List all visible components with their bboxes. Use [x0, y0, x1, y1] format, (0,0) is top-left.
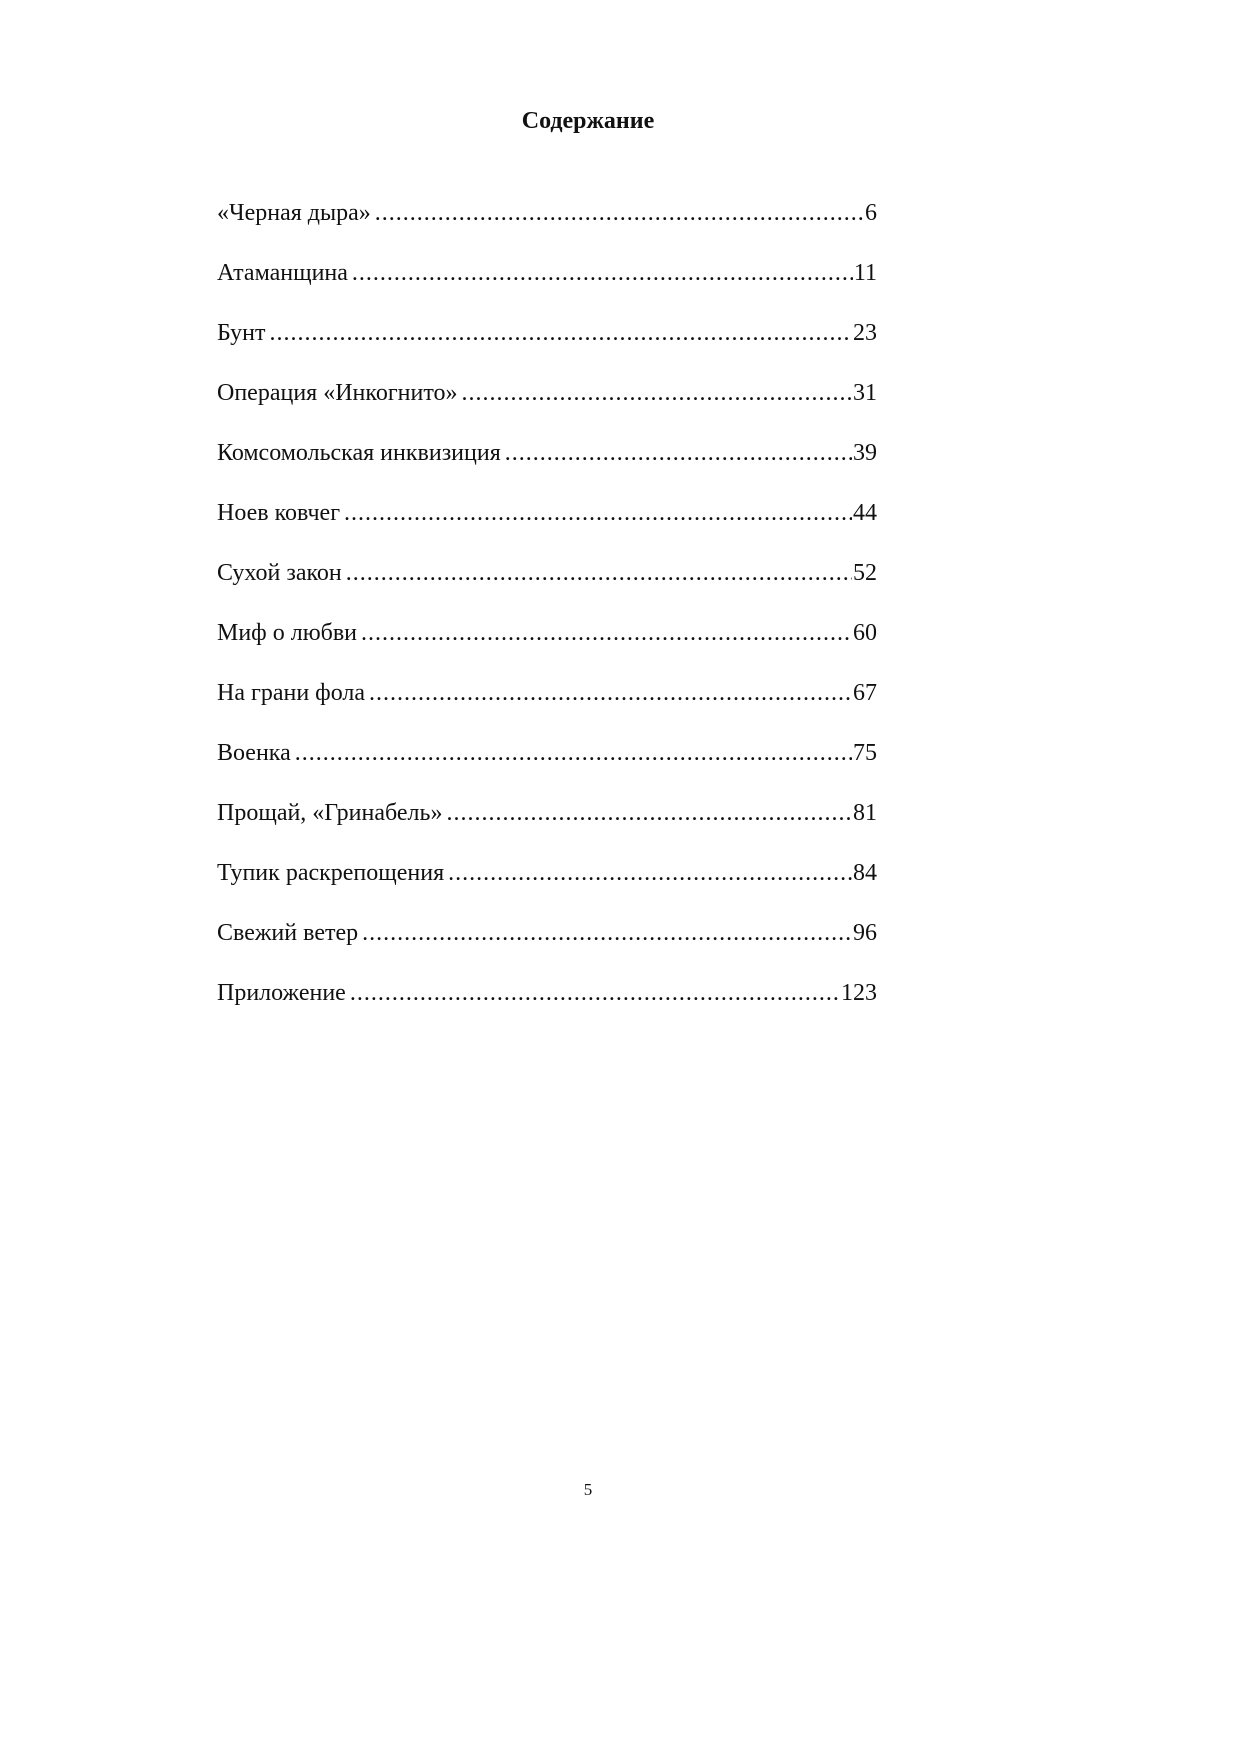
- toc-entry-title: «Черная дыра»: [217, 200, 371, 226]
- toc-entry: [217, 856, 877, 916]
- toc-entry: [217, 736, 877, 796]
- toc-entry: [217, 676, 877, 736]
- toc-entry: [217, 436, 877, 496]
- toc-entry-page: 39: [853, 440, 877, 466]
- toc-entry-title: Свежий ветер: [217, 920, 359, 946]
- toc-entry-page: 23: [853, 320, 877, 346]
- dot-leader: [346, 556, 852, 590]
- toc-entry-page: 11: [853, 260, 877, 286]
- dot-leader: [375, 196, 864, 230]
- toc-entry-page: 75: [853, 740, 877, 766]
- toc-entry-page: 123: [841, 980, 877, 1006]
- dot-leader: [352, 256, 853, 290]
- toc-entry: [217, 316, 877, 376]
- toc-entry-title: Прощай, «Гринабель»: [217, 800, 443, 826]
- dot-leader: [350, 976, 840, 1010]
- toc-entry-page: 60: [853, 620, 877, 646]
- toc-entry-title: Атаманщина: [217, 260, 348, 286]
- toc-entry: [217, 916, 877, 976]
- toc-entry-title: Тупик раскрепощения: [217, 860, 445, 886]
- toc-entry: [217, 556, 877, 616]
- toc-entry-title: Ноев ковчег: [217, 500, 341, 526]
- dot-leader: [361, 616, 852, 650]
- dot-leader: [462, 376, 852, 410]
- dot-leader: [369, 676, 852, 710]
- toc-entry: [217, 196, 877, 256]
- page-number: 5: [583, 1480, 593, 1499]
- toc-entry: [217, 256, 877, 316]
- toc-entry-title: Бунт: [217, 320, 266, 346]
- toc-entry-page: 44: [853, 500, 877, 526]
- toc-entry-page: 52: [853, 560, 877, 586]
- dot-leader: [448, 856, 852, 890]
- toc-entry-title: Миф о любви: [217, 620, 358, 646]
- toc-entry-page: 31: [853, 380, 877, 406]
- toc-entry-title: Операция «Инкогнито»: [217, 380, 458, 406]
- toc-entry: [217, 976, 877, 1036]
- toc-entry-title: Сухой закон: [217, 560, 342, 586]
- toc-entry-page: 84: [853, 860, 877, 886]
- dot-leader: [295, 736, 852, 770]
- toc-entry-title: Комсомольская инквизиция: [217, 440, 501, 466]
- table-of-contents: [217, 196, 877, 1036]
- dot-leader: [362, 916, 852, 950]
- toc-entry: [217, 796, 877, 856]
- toc-entry-page: 96: [853, 920, 877, 946]
- page-title: Содержание: [521, 108, 655, 134]
- toc-entry-title: Приложение: [217, 980, 346, 1006]
- dot-leader: [270, 316, 852, 350]
- toc-entry-page: 6: [865, 200, 877, 226]
- toc-entry: [217, 376, 877, 436]
- toc-entry: [217, 616, 877, 676]
- toc-entry-title: На грани фола: [217, 680, 366, 706]
- toc-entry-page: 67: [853, 680, 877, 706]
- toc-entry-title: Военка: [217, 740, 291, 766]
- dot-leader: [505, 436, 852, 470]
- dot-leader: [344, 496, 852, 530]
- toc-entry: [217, 496, 877, 556]
- toc-entry-page: 81: [853, 800, 877, 826]
- dot-leader: [446, 796, 852, 830]
